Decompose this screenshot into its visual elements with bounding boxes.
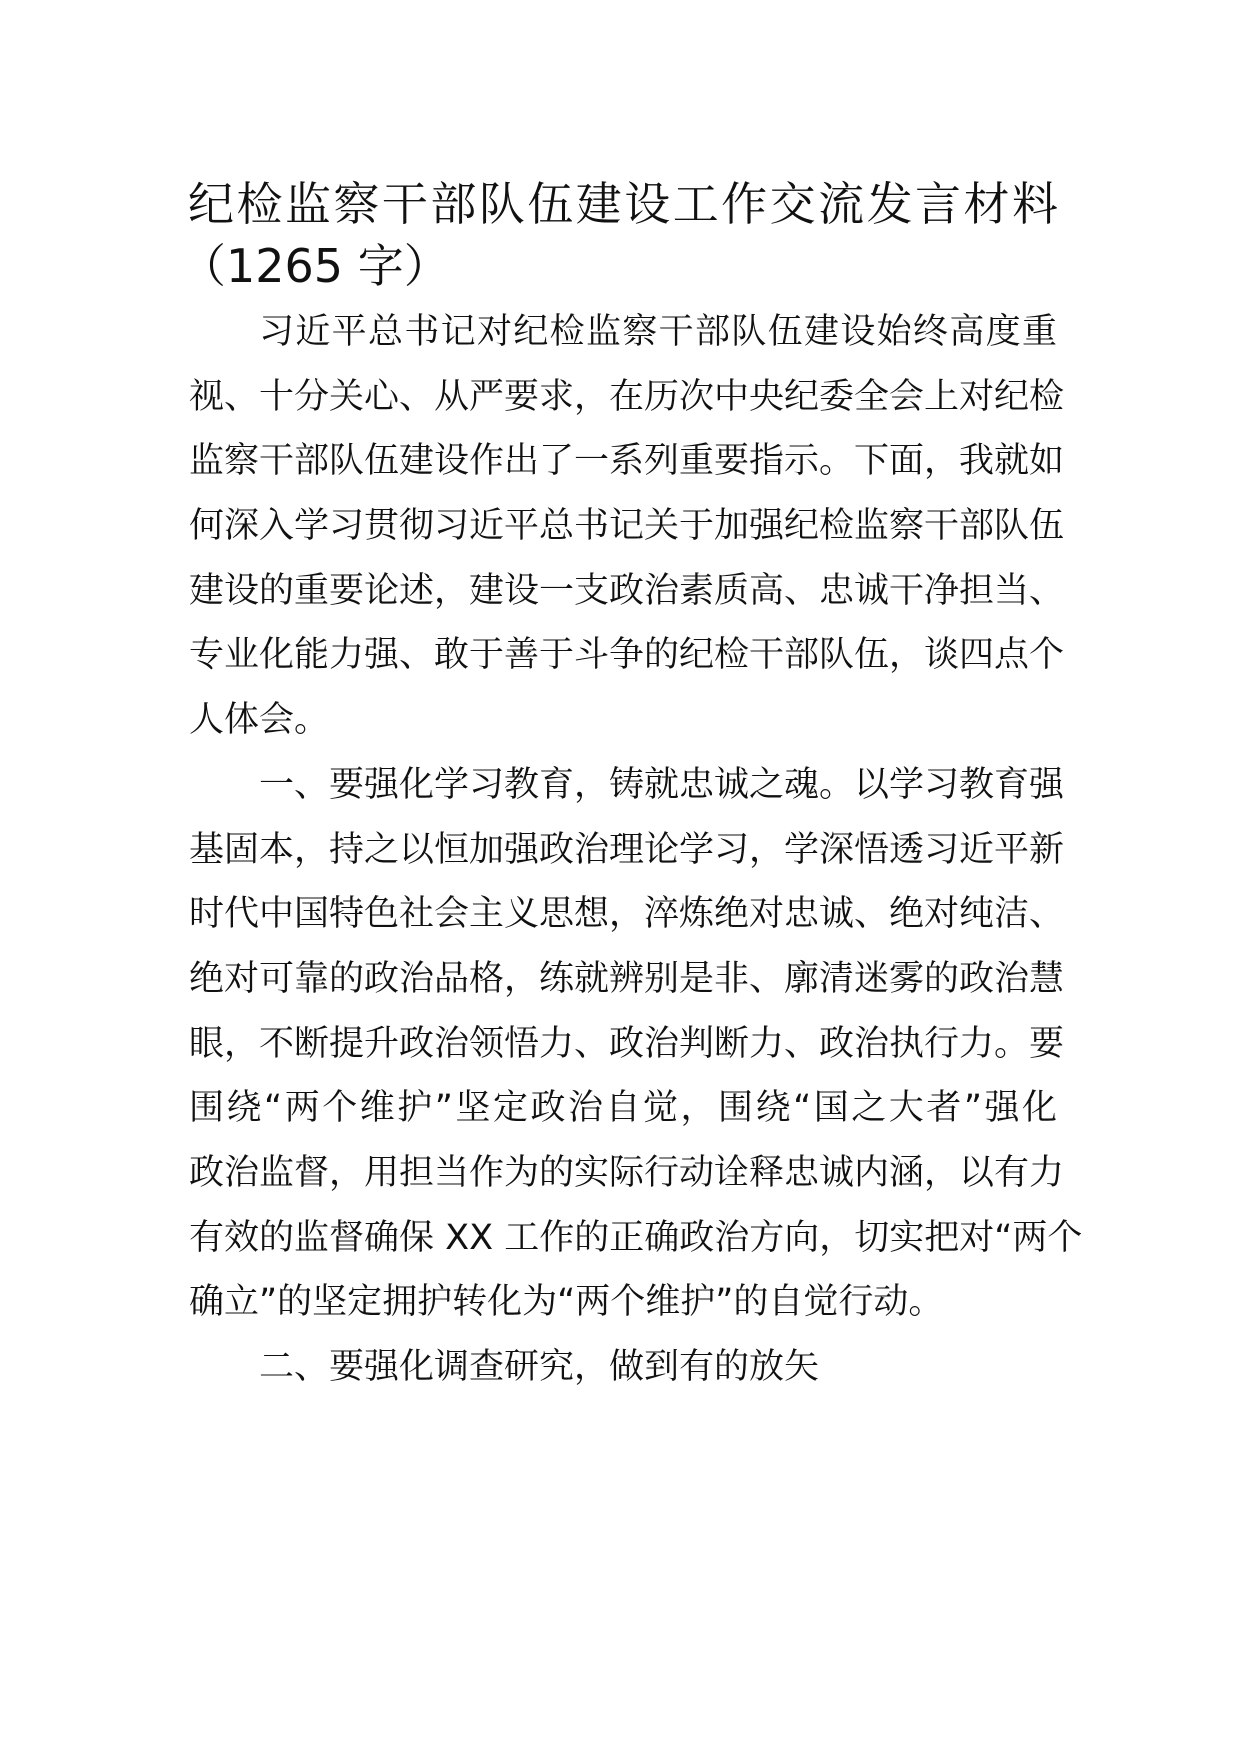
paragraph-line: 何深入学习贯彻习近平总书记关于加强纪检监察干部队伍 [189,506,1065,547]
paragraph-line: 时代中国特色社会主义思想，淬炼绝对忠诚、绝对纯洁、 [189,894,1065,935]
paragraph [189,300,1065,753]
paragraph-line: 监察干部队伍建设作出了一系列重要指示。下面，我就如 [189,441,1065,482]
document-title: 纪检监察干部队伍建设工作交流发言材料 [188,177,1058,231]
paragraph-line: 绝对可靠的政治品格，练就辨别是非、廓清迷雾的政治慧 [189,958,1065,999]
paragraph-line: 确立”的坚定拥护转化为“两个维护”的自觉行动。 [189,1282,944,1323]
paragraph-line: 围绕“两个维护”坚定政治自觉，围绕“国之大者”强化 [189,1088,1057,1129]
paragraph [189,1335,1057,1400]
paragraph-line: 建设的重要论述，建设一支政治素质高、忠诚干净担当、 [189,570,1065,611]
document-subtitle-word-count: （1265 字） [180,239,450,293]
paragraph-line: 习近平总书记对纪检监察干部队伍建设始终高度重 [259,312,1057,352]
paragraph [189,753,1083,1335]
paragraph-line: 眼，不断提升政治领悟力、政治判断力、政治执行力。要 [189,1023,1065,1064]
paragraph-line: 视、十分关心、从严要求，在历次中央纪委全会上对纪检 [189,376,1065,417]
paragraph-line: 专业化能力强、敢于善于斗争的纪检干部队伍，谈四点个 [189,635,1065,676]
document-body [189,300,1083,1400]
paragraph-line: 有效的监督确保 XX 工作的正确政治方向，切实把对“两个 [189,1217,1083,1258]
paragraph-line: 基固本，持之以恒加强政治理论学习，学深悟透习近平新 [189,829,1065,870]
paragraph-line: 二、要强化调查研究，做到有的放矢 [259,1347,820,1387]
paragraph-line: 政治监督，用担当作为的实际行动诠释忠诚内涵，以有力 [189,1152,1065,1193]
paragraph-line: 人体会。 [189,700,330,741]
paragraph-line: 一、要强化学习教育，铸就忠诚之魂。以学习教育强 [259,764,1065,805]
